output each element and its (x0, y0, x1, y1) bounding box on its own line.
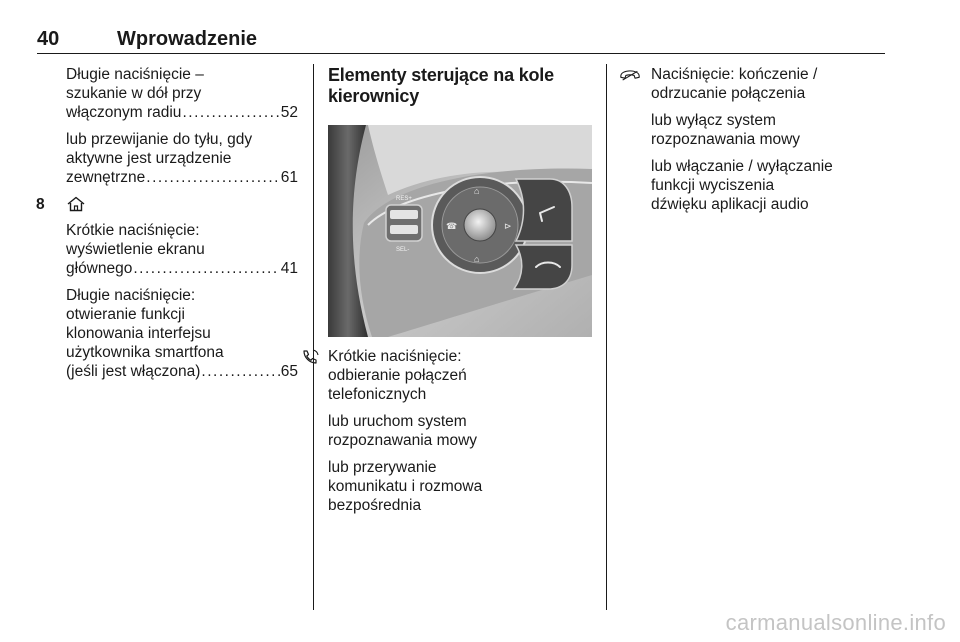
text-line: bezpośrednia (328, 497, 422, 514)
text-line: Długie naciśnięcie: (66, 287, 196, 304)
answer-call-paragraph (328, 347, 594, 404)
rewind-paragraph (66, 130, 298, 187)
text-line: szukanie w dół przy (66, 85, 202, 102)
text-line: głównego (66, 260, 133, 277)
voice-glyph: ⌂ (474, 186, 480, 196)
watermark: carmanualsonline.info (725, 610, 946, 635)
phone-glyph: ☎ (446, 221, 458, 231)
text-line: użytkownika smartfona (66, 344, 224, 361)
item-8-row (36, 195, 298, 213)
steering-wheel-controls-photo (328, 125, 592, 337)
text-line: lub przewijanie do tyłu, gdy (66, 131, 253, 148)
text-line: Krótkie naciśnięcie: (328, 348, 462, 365)
mute-paragraph (651, 157, 875, 214)
start-voice-paragraph (328, 412, 594, 450)
next-glyph: ⊳ (504, 221, 512, 231)
text-line: komunikatu i rozmowa (328, 478, 483, 495)
section-heading (328, 65, 594, 107)
answer-call-item (328, 347, 594, 404)
text-line: rozpoznawania mowy (328, 432, 478, 449)
text-line: dźwięku aplikacji audio (651, 196, 809, 213)
page-number: 40 (37, 28, 60, 50)
end-call-paragraph (651, 65, 875, 103)
home-icon (66, 195, 86, 213)
phone-hangup-icon (619, 66, 641, 84)
toc-leader-line (66, 259, 298, 278)
column-divider-right (606, 64, 607, 610)
home-glyph: ⌂ (474, 254, 480, 264)
text-line: Naciśnięcie: kończenie / (651, 66, 818, 83)
page-reference: 52 (280, 104, 298, 121)
long-press-projection-paragraph (66, 286, 298, 381)
text-line: otwieranie funkcji (66, 306, 185, 323)
res-label: RES+ (396, 196, 412, 202)
text-line: funkcji wyciszenia (651, 177, 775, 194)
item-number: 8 (36, 196, 45, 213)
page-reference: 41 (280, 260, 298, 277)
text-line: aktywne jest urządzenie (66, 150, 232, 167)
phone-pickup-icon (300, 348, 322, 366)
text-line: zewnętrzne (66, 169, 146, 186)
text-line: wyświetlenie ekranu (66, 241, 205, 258)
heading-line: Elementy sterujące na kole (328, 65, 554, 85)
toc-leader-line (66, 103, 298, 122)
text-line: odrzucanie połączenia (651, 85, 806, 102)
text-line: klonowania interfejsu (66, 325, 211, 342)
text-line: lub włączanie / wyłączanie (651, 158, 833, 175)
text-line: lub wyłącz system (651, 112, 776, 129)
column-divider-left (313, 64, 314, 610)
disable-voice-paragraph (651, 111, 875, 149)
interrupt-paragraph (328, 458, 594, 515)
page-reference: 61 (280, 169, 298, 186)
toc-leader-line (66, 362, 298, 381)
text-line: (jeśli jest włączona) (66, 363, 201, 380)
heading-line: kierownicy (328, 86, 420, 106)
text-line: telefonicznych (328, 386, 427, 403)
page-header (37, 27, 885, 53)
text-line: odbieranie połączeń (328, 367, 467, 384)
long-press-seek-paragraph (66, 65, 298, 122)
toc-leader-line (66, 168, 298, 187)
chapter-title: Wprowadzenie (117, 28, 258, 50)
end-call-item (651, 65, 875, 103)
page-reference: 65 (280, 363, 298, 380)
text-line: rozpoznawania mowy (651, 131, 801, 148)
sel-label: SEL- (396, 247, 410, 253)
text-line: włączonym radiu (66, 104, 182, 121)
text-line: Długie naciśnięcie – (66, 66, 204, 83)
text-line: lub uruchom system (328, 413, 467, 430)
text-line: Krótkie naciśnięcie: (66, 222, 200, 239)
column-right (651, 65, 875, 222)
column-left (36, 65, 298, 389)
short-press-home-paragraph (66, 221, 298, 278)
text-line: lub przerywanie (328, 459, 437, 476)
column-middle (328, 65, 594, 523)
header-rule (37, 53, 885, 54)
